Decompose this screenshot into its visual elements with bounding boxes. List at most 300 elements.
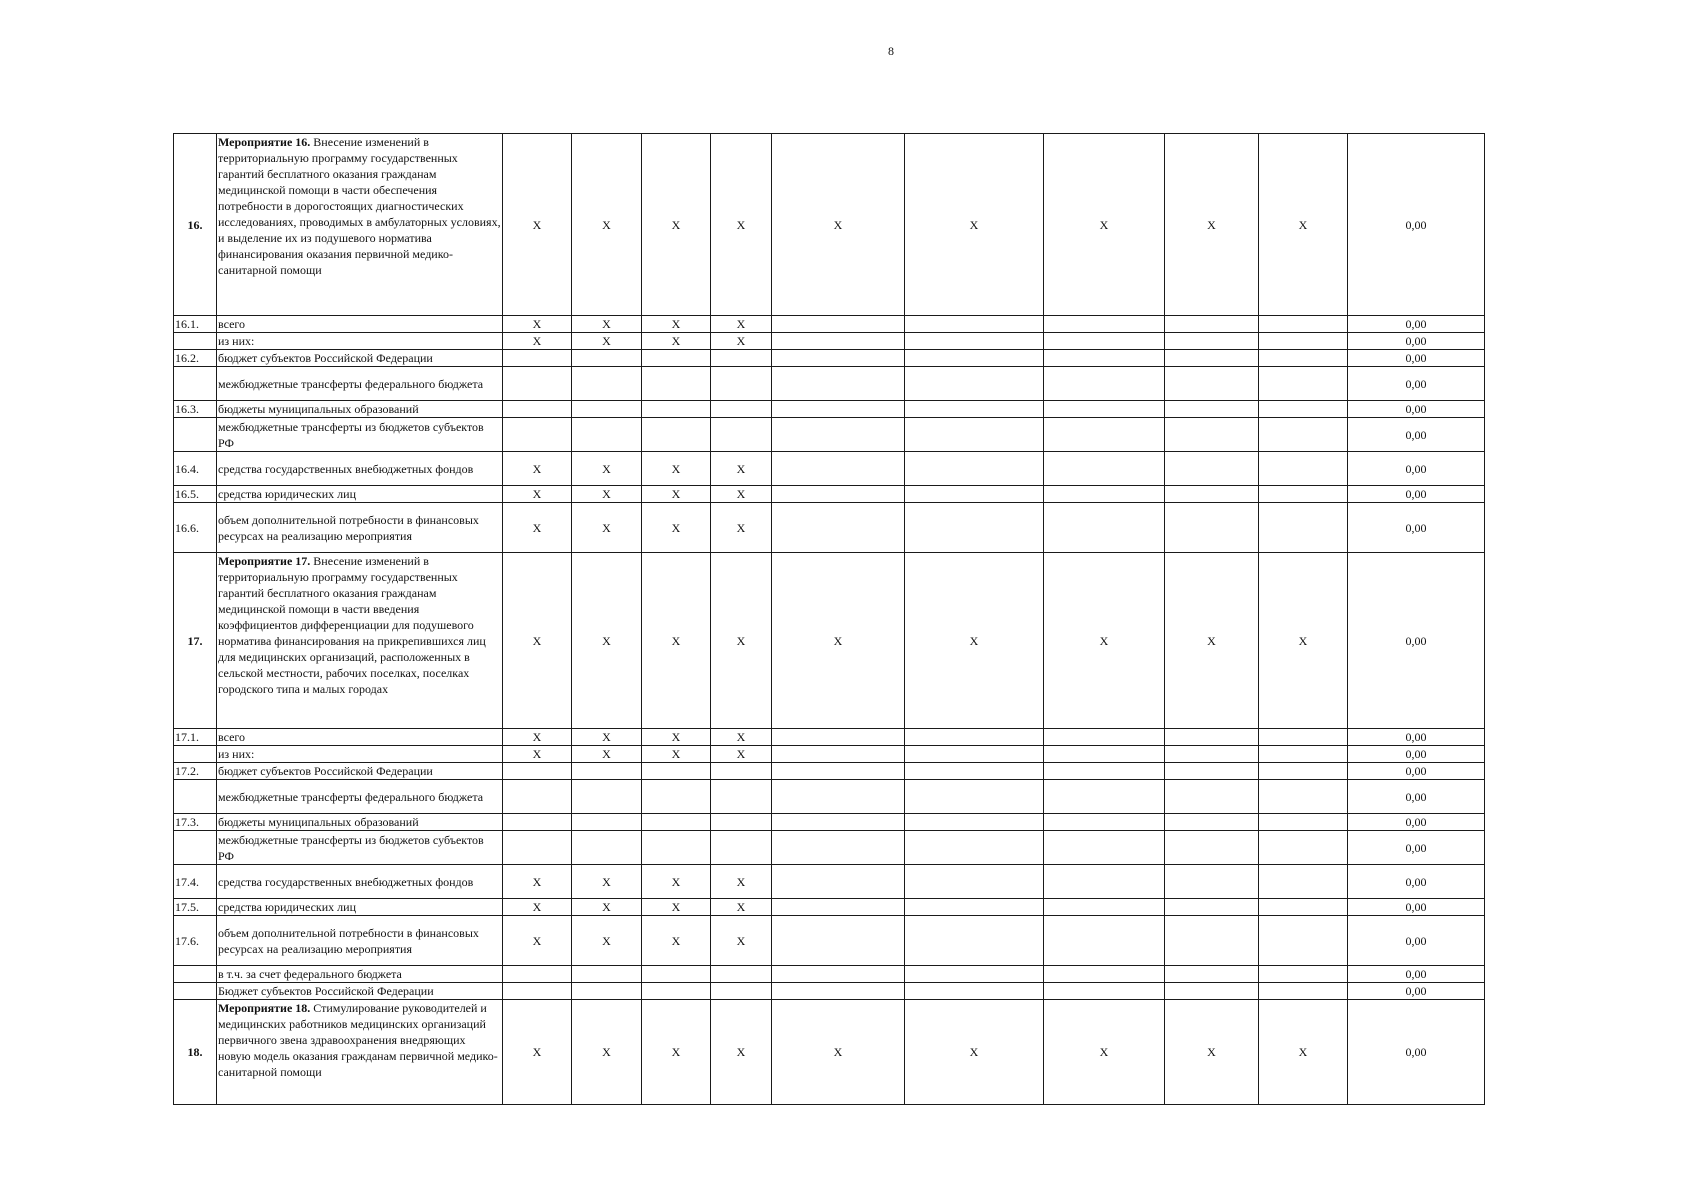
empty-cell — [1165, 983, 1259, 1000]
mark-cell: X — [711, 1000, 772, 1105]
mark-cell: X — [905, 553, 1044, 729]
mark-cell: X — [642, 1000, 711, 1105]
table-row — [174, 418, 1485, 452]
mark-cell — [642, 367, 711, 401]
empty-cell — [1259, 729, 1348, 746]
empty-cell — [1044, 418, 1165, 452]
empty-cell — [905, 780, 1044, 814]
mark-cell: X — [572, 746, 642, 763]
empty-cell — [1165, 814, 1259, 831]
row-name: всего — [217, 316, 503, 333]
empty-cell — [1044, 763, 1165, 780]
empty-cell — [905, 316, 1044, 333]
mark-cell: X — [711, 746, 772, 763]
empty-cell — [1259, 367, 1348, 401]
mark-cell — [642, 350, 711, 367]
mark-cell: X — [711, 486, 772, 503]
mark-cell: X — [1259, 1000, 1348, 1105]
row-number — [174, 418, 217, 452]
empty-cell — [772, 729, 905, 746]
table-row — [174, 831, 1485, 865]
total-cell: 0,00 — [1348, 316, 1485, 333]
row-number: 16.6. — [174, 503, 217, 553]
mark-cell: X — [503, 729, 572, 746]
mark-cell: X — [711, 503, 772, 553]
measure-title — [217, 134, 503, 316]
mark-cell — [572, 966, 642, 983]
empty-cell — [1165, 729, 1259, 746]
empty-cell — [1044, 780, 1165, 814]
empty-cell — [905, 966, 1044, 983]
row-name: средства юридических лиц — [217, 486, 503, 503]
row-number: 17.6. — [174, 916, 217, 966]
empty-cell — [772, 316, 905, 333]
empty-cell — [905, 333, 1044, 350]
mark-cell: X — [1259, 553, 1348, 729]
mark-cell — [503, 367, 572, 401]
mark-cell — [711, 350, 772, 367]
table-row — [174, 503, 1485, 553]
empty-cell — [1165, 966, 1259, 983]
mark-cell: X — [772, 553, 905, 729]
empty-cell — [1044, 486, 1165, 503]
empty-cell — [1165, 350, 1259, 367]
row-number — [174, 966, 217, 983]
empty-cell — [772, 916, 905, 966]
mark-cell — [572, 780, 642, 814]
mark-cell — [711, 367, 772, 401]
empty-cell — [1259, 966, 1348, 983]
row-number — [174, 746, 217, 763]
table-row — [174, 763, 1485, 780]
mark-cell — [503, 831, 572, 865]
empty-cell — [1165, 899, 1259, 916]
empty-cell — [1044, 814, 1165, 831]
mark-cell: X — [711, 916, 772, 966]
mark-cell: X — [711, 729, 772, 746]
mark-cell: X — [503, 899, 572, 916]
mark-cell — [572, 831, 642, 865]
empty-cell — [1165, 763, 1259, 780]
row-number: 17.5. — [174, 899, 217, 916]
mark-cell: X — [772, 1000, 905, 1105]
row-number: 17.3. — [174, 814, 217, 831]
total-cell: 0,00 — [1348, 503, 1485, 553]
total-cell: 0,00 — [1348, 486, 1485, 503]
empty-cell — [905, 814, 1044, 831]
table-body — [174, 134, 1485, 1105]
row-name: в т.ч. за счет федерального бюджета — [217, 966, 503, 983]
table-row — [174, 983, 1485, 1000]
mark-cell: X — [503, 503, 572, 553]
mark-cell: X — [1259, 134, 1348, 316]
mark-cell — [503, 401, 572, 418]
empty-cell — [1259, 814, 1348, 831]
measure-title-text: Стимулирование руководителей и медицинских работников медицинских организаций первичного звена здравоохранения внедряющих новую модель оказания гражданам первичной медико-санитарной помощи — [218, 1001, 498, 1079]
mark-cell: X — [711, 553, 772, 729]
mark-cell: X — [642, 553, 711, 729]
empty-cell — [772, 367, 905, 401]
table-row — [174, 865, 1485, 899]
mark-cell: X — [503, 134, 572, 316]
row-name: бюджет субъектов Российской Федерации — [217, 763, 503, 780]
measures-table — [173, 133, 1485, 1105]
mark-cell: X — [642, 729, 711, 746]
empty-cell — [772, 763, 905, 780]
empty-cell — [905, 418, 1044, 452]
empty-cell — [1165, 333, 1259, 350]
mark-cell: X — [503, 865, 572, 899]
total-cell: 0,00 — [1348, 418, 1485, 452]
row-number: 16.1. — [174, 316, 217, 333]
empty-cell — [772, 814, 905, 831]
empty-cell — [1044, 899, 1165, 916]
mark-cell — [642, 418, 711, 452]
empty-cell — [905, 350, 1044, 367]
mark-cell: X — [642, 333, 711, 350]
mark-cell: X — [572, 553, 642, 729]
row-name: объем дополнительной потребности в финансовых ресурсах на реализацию мероприятия — [217, 503, 503, 553]
table-row — [174, 367, 1485, 401]
total-cell: 0,00 — [1348, 452, 1485, 486]
mark-cell — [711, 814, 772, 831]
mark-cell: X — [572, 316, 642, 333]
empty-cell — [772, 746, 905, 763]
mark-cell: X — [1165, 1000, 1259, 1105]
mark-cell: X — [572, 729, 642, 746]
empty-cell — [1044, 350, 1165, 367]
mark-cell — [572, 763, 642, 780]
mark-cell: X — [572, 865, 642, 899]
mark-cell — [642, 814, 711, 831]
measure-number: 17. — [174, 553, 217, 729]
total-cell: 0,00 — [1348, 780, 1485, 814]
mark-cell: X — [572, 486, 642, 503]
mark-cell: X — [503, 916, 572, 966]
mark-cell — [503, 780, 572, 814]
empty-cell — [1165, 418, 1259, 452]
measure-title-bold: Мероприятие 16. — [218, 135, 311, 149]
empty-cell — [1165, 486, 1259, 503]
row-name: средства юридических лиц — [217, 899, 503, 916]
total-cell: 0,00 — [1348, 814, 1485, 831]
empty-cell — [1165, 316, 1259, 333]
mark-cell: X — [642, 316, 711, 333]
mark-cell — [711, 831, 772, 865]
row-number: 17.2. — [174, 763, 217, 780]
empty-cell — [1259, 780, 1348, 814]
measure-title-text: Внесение изменений в территориальную программу государственных гарантий бесплатного оказания гражданам медицинской помощи в части обеспечения потребности в дорогостоящих диагностических исследованиях, проводимых в амбулаторных условиях, и выделение их из подушевого норматива финансирования оказания первичной медико-санитарной помощи — [218, 135, 501, 277]
mark-cell: X — [1044, 1000, 1165, 1105]
empty-cell — [1044, 316, 1165, 333]
measure-row — [174, 1000, 1485, 1105]
empty-cell — [1165, 916, 1259, 966]
empty-cell — [1044, 865, 1165, 899]
mark-cell: X — [503, 333, 572, 350]
empty-cell — [905, 983, 1044, 1000]
empty-cell — [905, 452, 1044, 486]
mark-cell: X — [572, 1000, 642, 1105]
empty-cell — [1259, 503, 1348, 553]
empty-cell — [905, 763, 1044, 780]
mark-cell — [642, 966, 711, 983]
row-name: из них: — [217, 746, 503, 763]
empty-cell — [905, 916, 1044, 966]
mark-cell — [642, 763, 711, 780]
row-number — [174, 780, 217, 814]
table-row — [174, 966, 1485, 983]
measure-number: 16. — [174, 134, 217, 316]
empty-cell — [1259, 333, 1348, 350]
total-cell: 0,00 — [1348, 899, 1485, 916]
table-row — [174, 729, 1485, 746]
mark-cell — [642, 401, 711, 418]
empty-cell — [1259, 418, 1348, 452]
empty-cell — [1259, 831, 1348, 865]
table-row — [174, 350, 1485, 367]
mark-cell: X — [503, 746, 572, 763]
empty-cell — [1165, 780, 1259, 814]
mark-cell: X — [642, 486, 711, 503]
total-cell: 0,00 — [1348, 831, 1485, 865]
mark-cell: X — [572, 333, 642, 350]
mark-cell — [572, 418, 642, 452]
measure-title-bold: Мероприятие 18. — [218, 1001, 311, 1015]
empty-cell — [1259, 916, 1348, 966]
empty-cell — [1165, 865, 1259, 899]
empty-cell — [905, 746, 1044, 763]
empty-cell — [772, 780, 905, 814]
mark-cell: X — [572, 916, 642, 966]
empty-cell — [1044, 916, 1165, 966]
empty-cell — [905, 486, 1044, 503]
row-name: всего — [217, 729, 503, 746]
empty-cell — [1259, 486, 1348, 503]
row-name: из них: — [217, 333, 503, 350]
mark-cell: X — [711, 316, 772, 333]
mark-cell: X — [503, 486, 572, 503]
empty-cell — [1259, 452, 1348, 486]
measure-row — [174, 553, 1485, 729]
table-row — [174, 899, 1485, 916]
mark-cell — [711, 780, 772, 814]
mark-cell — [642, 983, 711, 1000]
empty-cell — [905, 831, 1044, 865]
empty-cell — [1259, 899, 1348, 916]
row-name: средства государственных внебюджетных фондов — [217, 865, 503, 899]
row-number — [174, 983, 217, 1000]
empty-cell — [772, 831, 905, 865]
mark-cell — [711, 966, 772, 983]
empty-cell — [1259, 350, 1348, 367]
total-cell: 0,00 — [1348, 763, 1485, 780]
mark-cell: X — [572, 899, 642, 916]
empty-cell — [1044, 367, 1165, 401]
empty-cell — [905, 367, 1044, 401]
empty-cell — [905, 899, 1044, 916]
table-row — [174, 401, 1485, 418]
mark-cell: X — [642, 452, 711, 486]
total-cell: 0,00 — [1348, 746, 1485, 763]
empty-cell — [772, 350, 905, 367]
empty-cell — [1259, 763, 1348, 780]
mark-cell: X — [1165, 553, 1259, 729]
table-row — [174, 316, 1485, 333]
row-name: бюджеты муниципальных образований — [217, 401, 503, 418]
mark-cell — [642, 780, 711, 814]
table-row — [174, 916, 1485, 966]
mark-cell — [503, 350, 572, 367]
total-cell: 0,00 — [1348, 865, 1485, 899]
mark-cell — [572, 367, 642, 401]
mark-cell: X — [642, 916, 711, 966]
empty-cell — [772, 452, 905, 486]
table-row — [174, 814, 1485, 831]
mark-cell: X — [572, 503, 642, 553]
row-name: бюджеты муниципальных образований — [217, 814, 503, 831]
row-number: 16.3. — [174, 401, 217, 418]
row-number — [174, 367, 217, 401]
mark-cell — [503, 418, 572, 452]
mark-cell: X — [642, 503, 711, 553]
table-row — [174, 780, 1485, 814]
empty-cell — [772, 983, 905, 1000]
mark-cell: X — [572, 134, 642, 316]
page-number: 8 — [888, 44, 894, 58]
empty-cell — [1044, 966, 1165, 983]
measure-title — [217, 553, 503, 729]
mark-cell: X — [711, 134, 772, 316]
mark-cell — [503, 814, 572, 831]
mark-cell — [503, 763, 572, 780]
mark-cell: X — [503, 452, 572, 486]
total-cell: 0,00 — [1348, 350, 1485, 367]
table-row — [174, 746, 1485, 763]
row-number: 16.4. — [174, 452, 217, 486]
measure-title — [217, 1000, 503, 1105]
measure-title-text: Внесение изменений в территориальную программу государственных гарантий бесплатного оказания гражданам медицинской помощи в части введения коэффициентов дифференциации для подушевого норматива финансирования на прикрепившихся лиц для медицинских организаций, расположенных в сельской местности, рабочих поселках, поселках городского типа и малых городах — [218, 554, 486, 696]
mark-cell — [572, 350, 642, 367]
empty-cell — [1165, 401, 1259, 418]
row-name: бюджет субъектов Российской Федерации — [217, 350, 503, 367]
mark-cell: X — [1165, 134, 1259, 316]
empty-cell — [1044, 503, 1165, 553]
mark-cell: X — [1044, 553, 1165, 729]
empty-cell — [1044, 401, 1165, 418]
row-number: 17.4. — [174, 865, 217, 899]
empty-cell — [1165, 452, 1259, 486]
mark-cell — [711, 763, 772, 780]
empty-cell — [772, 486, 905, 503]
mark-cell: X — [711, 899, 772, 916]
mark-cell: X — [905, 1000, 1044, 1105]
total-cell: 0,00 — [1348, 916, 1485, 966]
empty-cell — [1259, 983, 1348, 1000]
mark-cell: X — [772, 134, 905, 316]
empty-cell — [1044, 452, 1165, 486]
empty-cell — [1044, 333, 1165, 350]
total-cell: 0,00 — [1348, 333, 1485, 350]
mark-cell — [572, 814, 642, 831]
empty-cell — [1259, 316, 1348, 333]
empty-cell — [772, 333, 905, 350]
mark-cell: X — [1044, 134, 1165, 316]
empty-cell — [772, 418, 905, 452]
mark-cell: X — [503, 316, 572, 333]
row-name: межбюджетные трансферты федерального бюджета — [217, 780, 503, 814]
empty-cell — [1165, 831, 1259, 865]
total-cell: 0,00 — [1348, 367, 1485, 401]
row-name: межбюджетные трансферты из бюджетов субъектов РФ — [217, 418, 503, 452]
measure-row — [174, 134, 1485, 316]
empty-cell — [1044, 831, 1165, 865]
empty-cell — [1044, 983, 1165, 1000]
mark-cell — [711, 401, 772, 418]
measure-number: 18. — [174, 1000, 217, 1105]
mark-cell — [642, 831, 711, 865]
table-row — [174, 486, 1485, 503]
empty-cell — [1165, 503, 1259, 553]
mark-cell — [503, 966, 572, 983]
row-name: средства государственных внебюджетных фондов — [217, 452, 503, 486]
row-name: объем дополнительной потребности в финансовых ресурсах на реализацию мероприятия — [217, 916, 503, 966]
empty-cell — [772, 899, 905, 916]
row-name: межбюджетные трансферты федерального бюджета — [217, 367, 503, 401]
mark-cell: X — [503, 1000, 572, 1105]
empty-cell — [772, 865, 905, 899]
total-cell: 0,00 — [1348, 966, 1485, 983]
mark-cell: X — [572, 452, 642, 486]
empty-cell — [905, 729, 1044, 746]
row-number — [174, 831, 217, 865]
mark-cell — [711, 418, 772, 452]
empty-cell — [1259, 401, 1348, 418]
table-row — [174, 452, 1485, 486]
empty-cell — [905, 503, 1044, 553]
mark-cell — [503, 983, 572, 1000]
total-cell: 0,00 — [1348, 553, 1485, 729]
total-cell: 0,00 — [1348, 401, 1485, 418]
mark-cell: X — [905, 134, 1044, 316]
total-cell: 0,00 — [1348, 134, 1485, 316]
empty-cell — [1259, 746, 1348, 763]
row-number: 16.2. — [174, 350, 217, 367]
row-number — [174, 333, 217, 350]
row-name: Бюджет субъектов Российской Федерации — [217, 983, 503, 1000]
total-cell: 0,00 — [1348, 729, 1485, 746]
total-cell: 0,00 — [1348, 1000, 1485, 1105]
empty-cell — [1165, 367, 1259, 401]
mark-cell — [572, 983, 642, 1000]
empty-cell — [1044, 746, 1165, 763]
mark-cell: X — [642, 134, 711, 316]
empty-cell — [905, 401, 1044, 418]
mark-cell: X — [711, 865, 772, 899]
mark-cell: X — [642, 899, 711, 916]
empty-cell — [772, 503, 905, 553]
mark-cell — [711, 983, 772, 1000]
mark-cell: X — [642, 746, 711, 763]
total-cell: 0,00 — [1348, 983, 1485, 1000]
row-name: межбюджетные трансферты из бюджетов субъектов РФ — [217, 831, 503, 865]
mark-cell: X — [503, 553, 572, 729]
empty-cell — [905, 865, 1044, 899]
mark-cell: X — [642, 865, 711, 899]
row-number: 17.1. — [174, 729, 217, 746]
mark-cell: X — [711, 333, 772, 350]
empty-cell — [1165, 746, 1259, 763]
empty-cell — [772, 401, 905, 418]
